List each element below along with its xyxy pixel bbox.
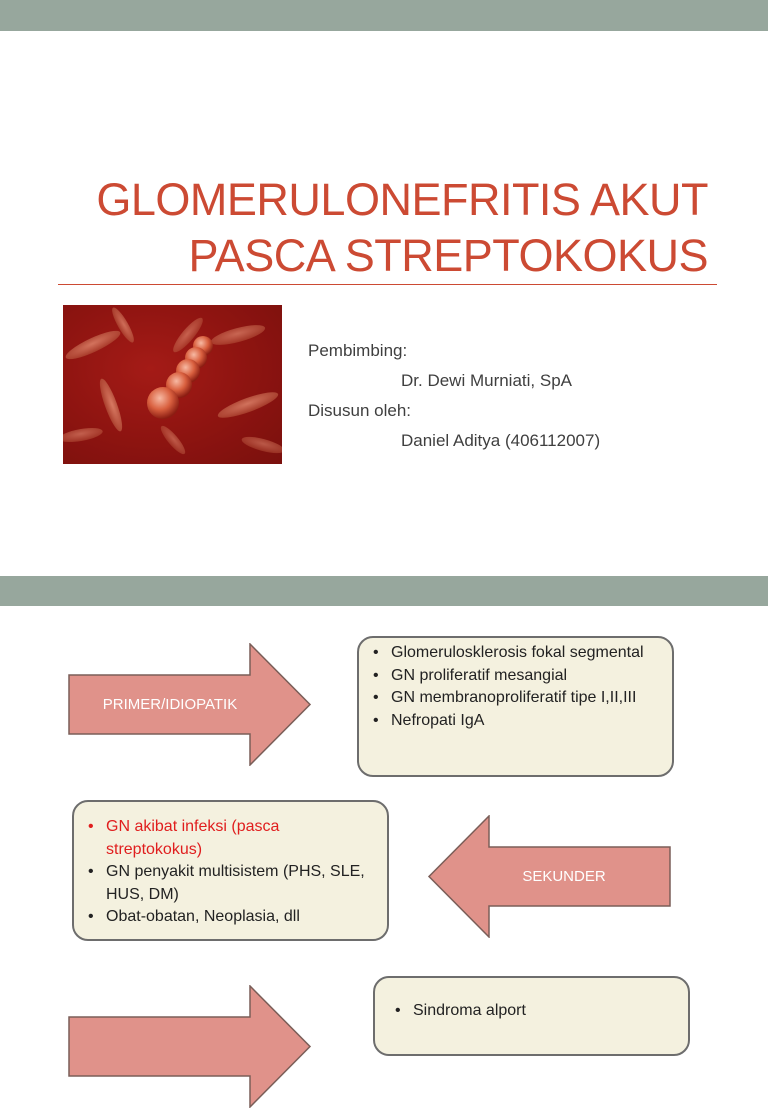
secondary-list bbox=[82, 816, 377, 929]
slide-separator-band bbox=[0, 576, 768, 606]
slide-title-line-2: PASCA STREPTOKOKUS bbox=[188, 230, 708, 281]
third-list-box bbox=[373, 976, 690, 1056]
secondary-item: • Obat-obatan, Neoplasia, dll bbox=[82, 906, 377, 929]
primary-item: • Nefropati IgA bbox=[367, 710, 662, 733]
streptococcus-image bbox=[63, 305, 282, 464]
author-name: Daniel Aditya (406112007) bbox=[401, 431, 601, 450]
secondary-label: SEKUNDER bbox=[522, 868, 606, 885]
primary-item: • GN membranoproliferatif tipe I,II,III bbox=[367, 687, 662, 710]
supervisor-label: Pembimbing: bbox=[308, 341, 408, 360]
secondary-item-highlight: • GN akibat infeksi (pasca streptokokus) bbox=[82, 816, 377, 861]
primary-label: PRIMER/IDIOPATIK bbox=[102, 696, 238, 713]
credits-block bbox=[308, 336, 600, 456]
primary-item: • GN proliferatif mesangial bbox=[367, 665, 662, 688]
third-list bbox=[389, 1000, 678, 1023]
primary-arrow bbox=[68, 643, 312, 766]
primary-item: • Glomerulosklerosis fokal segmental bbox=[367, 642, 662, 665]
title-divider bbox=[58, 284, 717, 285]
author-label: Disusun oleh: bbox=[308, 401, 412, 420]
slide-title bbox=[28, 172, 708, 284]
slide-title-line-1: GLOMERULONEFRITIS AKUT bbox=[96, 174, 708, 225]
top-band bbox=[0, 0, 768, 31]
secondary-list-box bbox=[72, 800, 389, 941]
third-item: • Sindroma alport bbox=[389, 1000, 678, 1023]
right-arrow-icon bbox=[68, 985, 312, 1108]
secondary-arrow bbox=[427, 815, 671, 938]
primary-list bbox=[367, 642, 662, 732]
secondary-item: • GN penyakit multisistem (PHS, SLE, HUS, DM) bbox=[82, 861, 377, 906]
supervisor-name: Dr. Dewi Murniati, SpA bbox=[401, 371, 572, 390]
title-slide bbox=[0, 31, 768, 576]
third-arrow bbox=[68, 985, 312, 1108]
bacteria-illustration bbox=[63, 305, 282, 464]
primary-list-box bbox=[357, 636, 674, 777]
